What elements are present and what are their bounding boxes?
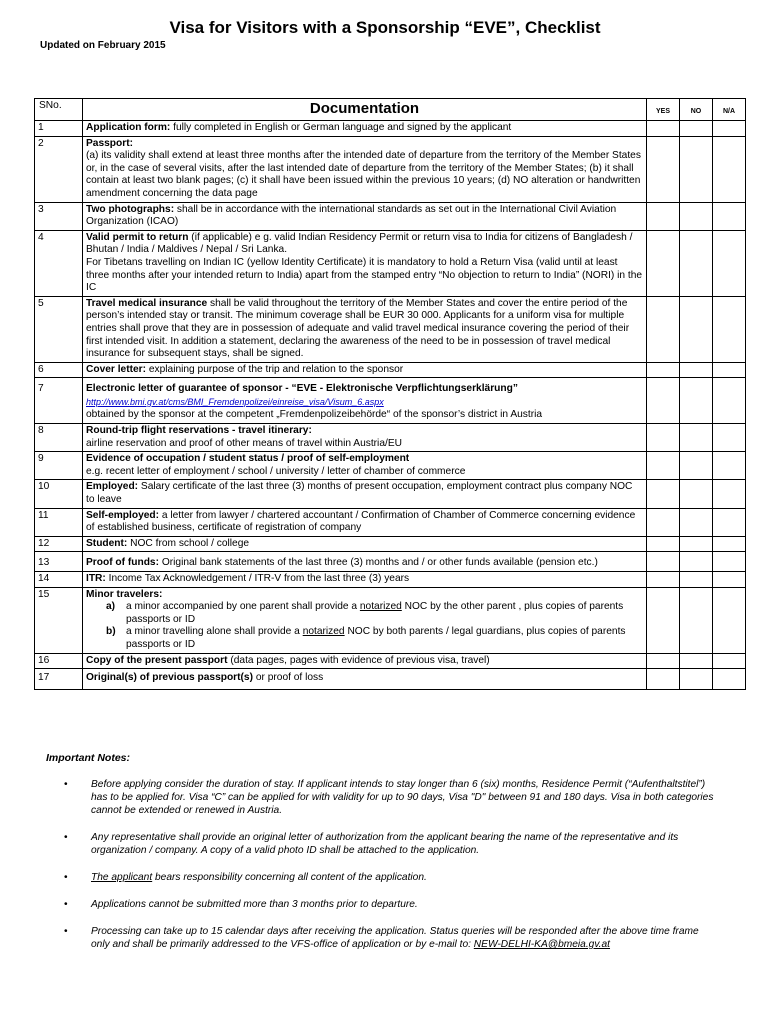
row-number: 12 (35, 536, 83, 552)
row-text: or proof of loss (253, 672, 324, 684)
sub-item-text-a: a minor accompanied by one parent shall provide a (126, 601, 360, 613)
checklist-table (34, 98, 746, 690)
row-text-tibetans: For Tibetans travelling on Indian IC (yellow Identity Certificate) it is mandatory to hold a Return Visa (valid until at least three months after your intended return to India) apart from the stamped entry “No objection to return to India” (NORI) in the IC (86, 256, 643, 294)
na-checkbox-cell[interactable] (713, 508, 746, 536)
page-title: Visa for Visitors with a Sponsorship “EVE”, Checklist (169, 18, 601, 37)
row-label: ITR: (86, 573, 106, 584)
table-row (35, 296, 746, 362)
yes-checkbox-cell[interactable] (647, 230, 680, 296)
row-label: Valid permit to return (86, 231, 189, 243)
email-link[interactable]: NEW-DELHI-KA@bmeia.gv.at (473, 939, 611, 950)
row-label: Proof of funds: (86, 557, 159, 569)
row-text: Original bank statements of the last three (3) months and / or other funds available (pension etc.) (159, 557, 598, 569)
sub-item-text (126, 601, 643, 626)
no-checkbox-cell[interactable] (680, 669, 713, 690)
row-description (83, 378, 647, 424)
row-label: Round-trip flight reservations - travel itinerary: (86, 425, 312, 437)
bullet-icon: • (64, 872, 68, 883)
bullet-icon: • (64, 899, 68, 910)
row-number: 5 (35, 296, 83, 362)
row-number: 6 (35, 362, 83, 378)
table-row (35, 587, 746, 653)
yes-checkbox-cell[interactable] (647, 669, 680, 690)
row-description (83, 480, 647, 508)
row-description (83, 552, 647, 572)
yes-checkbox-cell[interactable] (647, 378, 680, 424)
na-checkbox-cell[interactable] (713, 452, 746, 480)
row-text: e.g. recent letter of employment / school / university / letter of chamber of commerce (86, 465, 466, 477)
row-description (83, 508, 647, 536)
bullet-icon: • (64, 832, 68, 843)
note-item (46, 778, 716, 817)
row-label: Cover letter: (86, 363, 147, 375)
minor-accompanied-item (86, 601, 643, 626)
row-number: 16 (35, 653, 83, 669)
row-label: Travel medical insurance (86, 297, 208, 309)
notarized-underlined: notarized (302, 626, 345, 638)
table-row (35, 653, 746, 669)
yes-checkbox-cell[interactable] (647, 572, 680, 588)
row-number: 14 (35, 572, 83, 588)
row-number: 17 (35, 669, 83, 690)
table-row (35, 362, 746, 378)
table-row (35, 121, 746, 137)
yes-checkbox-cell[interactable] (647, 362, 680, 378)
eve-link[interactable]: http://www.bmi.gv.at/cms/BMI_Fremdenpolizei/einreise_visa/Visum_6.aspx (86, 396, 384, 407)
na-checkbox-cell[interactable] (713, 296, 746, 362)
no-checkbox-cell[interactable] (680, 480, 713, 508)
note-text: Before applying consider the duration of stay. If applicant intends to stay longer than 6 (six) months, Residence Permit (“Aufenthaltstitel”) has to be applied for. Visa “C” can be applied for with validity for up to 90 days, Visa "D" between 91 and 180 days. Visa in both categories cannot be extended or renewed in Austria. (91, 779, 714, 816)
yes-checkbox-cell[interactable] (647, 452, 680, 480)
row-number: 7 (35, 378, 83, 424)
minor-alone-item (86, 626, 643, 651)
row-text: NOC from school / college (127, 537, 250, 549)
no-checkbox-cell[interactable] (680, 230, 713, 296)
no-checkbox-cell[interactable] (680, 121, 713, 137)
row-description (83, 202, 647, 230)
table-row (35, 572, 746, 588)
sub-item-label: b) (106, 626, 116, 638)
row-number: 4 (35, 230, 83, 296)
header-no: NO (680, 99, 713, 121)
yes-checkbox-cell[interactable] (647, 536, 680, 552)
bullet-icon: • (64, 779, 68, 790)
yes-checkbox-cell[interactable] (647, 480, 680, 508)
na-checkbox-cell[interactable] (713, 230, 746, 296)
no-checkbox-cell[interactable] (680, 202, 713, 230)
row-number: 15 (35, 587, 83, 653)
yes-checkbox-cell[interactable] (647, 136, 680, 202)
no-checkbox-cell[interactable] (680, 572, 713, 588)
table-row (35, 552, 746, 572)
row-number: 2 (35, 136, 83, 202)
row-description (83, 572, 647, 588)
yes-checkbox-cell[interactable] (647, 121, 680, 137)
sub-item-text (126, 626, 643, 651)
row-number: 8 (35, 424, 83, 452)
sub-item-text-a: a minor travelling alone shall provide a (126, 626, 303, 638)
yes-checkbox-cell[interactable] (647, 424, 680, 452)
yes-checkbox-cell[interactable] (647, 587, 680, 653)
na-checkbox-cell[interactable] (713, 669, 746, 690)
header-documentation: Documentation (83, 99, 647, 121)
no-checkbox-cell[interactable] (680, 552, 713, 572)
updated-date: Updated on February 2015 (40, 40, 166, 51)
important-notes-heading: Important Notes: (46, 752, 130, 764)
yes-checkbox-cell[interactable] (647, 508, 680, 536)
table-header-row (35, 99, 746, 121)
sub-item-text-b: NOC by both parents / legal guardians, plus copies of parents passports or ID (126, 626, 626, 650)
row-text: obtained by the sponsor at the competent „Fremdenpolizeibehörde“ of the sponsor’s district in Austria (86, 409, 543, 421)
table-row (35, 230, 746, 296)
row-description (83, 424, 647, 452)
row-description (83, 296, 647, 362)
note-text: Any representative shall provide an original letter of authorization from the applicant bearing the name of the representative and its organization / company. A copy of a valid photo ID shall be attached to the application. (91, 832, 679, 856)
na-checkbox-cell[interactable] (713, 587, 746, 653)
table-row (35, 508, 746, 536)
na-checkbox-cell[interactable] (713, 121, 746, 137)
no-checkbox-cell[interactable] (680, 424, 713, 452)
note-item (46, 898, 716, 911)
na-checkbox-cell[interactable] (713, 536, 746, 552)
row-description (83, 653, 647, 669)
yes-checkbox-cell[interactable] (647, 653, 680, 669)
yes-checkbox-cell[interactable] (647, 552, 680, 572)
note-text: Processing can take up to 15 calendar days after receiving the application. Status queries will be responded after the above time frame only and shall be primarily addressed to the VFS-office of application or by e-mail to: (91, 926, 699, 950)
row-number: 10 (35, 480, 83, 508)
row-text: Salary certificate of the last three (3) months of present occupation, employment contract plus company NOC to leave (86, 481, 633, 506)
row-text: Income Tax Acknowledgement / ITR-V from the last three (3) years (105, 573, 410, 584)
header-na: N/A (713, 99, 746, 121)
row-label: Passport: (86, 137, 133, 149)
row-description (83, 362, 647, 378)
no-checkbox-cell[interactable] (680, 508, 713, 536)
na-checkbox-cell[interactable] (713, 136, 746, 202)
note-text: bears responsibility concerning all content of the application. (152, 872, 427, 883)
row-text: explaining purpose of the trip and relation to the sponsor (146, 363, 404, 375)
no-checkbox-cell[interactable] (680, 136, 713, 202)
no-checkbox-cell[interactable] (680, 536, 713, 552)
bullet-icon: • (64, 926, 68, 937)
no-checkbox-cell[interactable] (680, 587, 713, 653)
na-checkbox-cell[interactable] (713, 424, 746, 452)
no-checkbox-cell[interactable] (680, 378, 713, 424)
notarized-underlined: notarized (359, 601, 402, 613)
sub-item-label: a) (106, 601, 116, 613)
table-row (35, 424, 746, 452)
row-label: Minor travelers: (86, 588, 163, 600)
table-row (35, 136, 746, 202)
table-row (35, 480, 746, 508)
row-number: 3 (35, 202, 83, 230)
row-text: shall be in accordance with the international standards as set out in the International Civil Aviation Organization (ICAO) (86, 203, 617, 228)
no-checkbox-cell[interactable] (680, 296, 713, 362)
no-checkbox-cell[interactable] (680, 362, 713, 378)
row-number: 11 (35, 508, 83, 536)
na-checkbox-cell[interactable] (713, 362, 746, 378)
note-item (46, 831, 716, 857)
row-number: 13 (35, 552, 83, 572)
note-underlined: The applicant (91, 872, 153, 883)
row-text: (data pages, pages with evidence of previous visa, travel) (227, 654, 490, 666)
yes-checkbox-cell[interactable] (647, 202, 680, 230)
na-checkbox-cell[interactable] (713, 552, 746, 572)
row-text: fully completed in English or German language and signed by the applicant (170, 122, 512, 133)
table-row (35, 452, 746, 480)
table-row (35, 202, 746, 230)
yes-checkbox-cell[interactable] (647, 296, 680, 362)
row-label: Copy of the present passport (86, 654, 228, 666)
note-item (46, 925, 716, 951)
header-yes: YES (647, 99, 680, 121)
row-text: shall be valid throughout the territory of the Member States and cover the entire period of the person’s intended stay or transit. The minimum coverage shall be EUR 30 000. Applicants for a uniform visa for multiple entries shall prove that they are in possession of adequate and valid travel medical insurance covering the period of their first intended visit. In addition a statement, declaring the awareness of the need to be in possession of travel medical insurance for subsequent stays, shall be signed. (86, 297, 630, 360)
row-description (83, 536, 647, 552)
row-description (83, 230, 647, 296)
table-row (35, 378, 746, 424)
row-number: 1 (35, 121, 83, 137)
row-text: airline reservation and proof of other means of travel within Austria/EU (86, 437, 402, 449)
row-label: Original(s) of previous passport(s) (86, 672, 253, 684)
note-text: Applications cannot be submitted more than 3 months prior to departure. (91, 899, 418, 910)
row-label: Employed: (86, 481, 139, 493)
row-description (83, 587, 647, 653)
note-item (46, 871, 716, 884)
row-label: Two photographs: (86, 203, 175, 215)
important-notes-list (46, 778, 716, 965)
row-text: (a) its validity shall extend at least three months after the intended date of departure from the territory of the Member States or, in the case of several visits, after the last intended date of departure from the territory of the Member States; (b) it shall contain at least two blank pages; (c) it shall have been issued within the previous 10 years; (d) NO alteration or handwritten amendment concerning the data page (86, 150, 641, 199)
na-checkbox-cell[interactable] (713, 480, 746, 508)
row-description (83, 136, 647, 202)
header-sno: SNo. (35, 99, 83, 121)
row-description (83, 452, 647, 480)
na-checkbox-cell[interactable] (713, 572, 746, 588)
row-description (83, 121, 647, 137)
sub-item-text-b: NOC by the other parent , plus copies of parents passports or ID (126, 601, 624, 625)
row-number: 9 (35, 452, 83, 480)
row-label: Self-employed: (86, 509, 160, 521)
row-label: Electronic letter of guarantee of sponsor - “EVE - Elektronische Verpflichtungserklärung” (86, 383, 518, 395)
table-row (35, 669, 746, 690)
row-text: (if applicable) e g. valid Indian Residency Permit or return visa to India for citizens of Bangladesh / Bhutan / India / Maldives / Nepal / Sri Lanka. (86, 231, 633, 256)
row-label: Evidence of occupation / student status / proof of self-employment (86, 453, 410, 465)
na-checkbox-cell[interactable] (713, 653, 746, 669)
row-description (83, 669, 647, 690)
table-row (35, 536, 746, 552)
row-label: Application form: (86, 122, 171, 133)
no-checkbox-cell[interactable] (680, 452, 713, 480)
na-checkbox-cell[interactable] (713, 378, 746, 424)
row-label: Student: (86, 537, 128, 549)
na-checkbox-cell[interactable] (713, 202, 746, 230)
no-checkbox-cell[interactable] (680, 653, 713, 669)
row-text: a letter from lawyer / chartered accountant / Confirmation of Chamber of Commerce concerning evidence of established business, certificate of registration of company (86, 509, 636, 534)
